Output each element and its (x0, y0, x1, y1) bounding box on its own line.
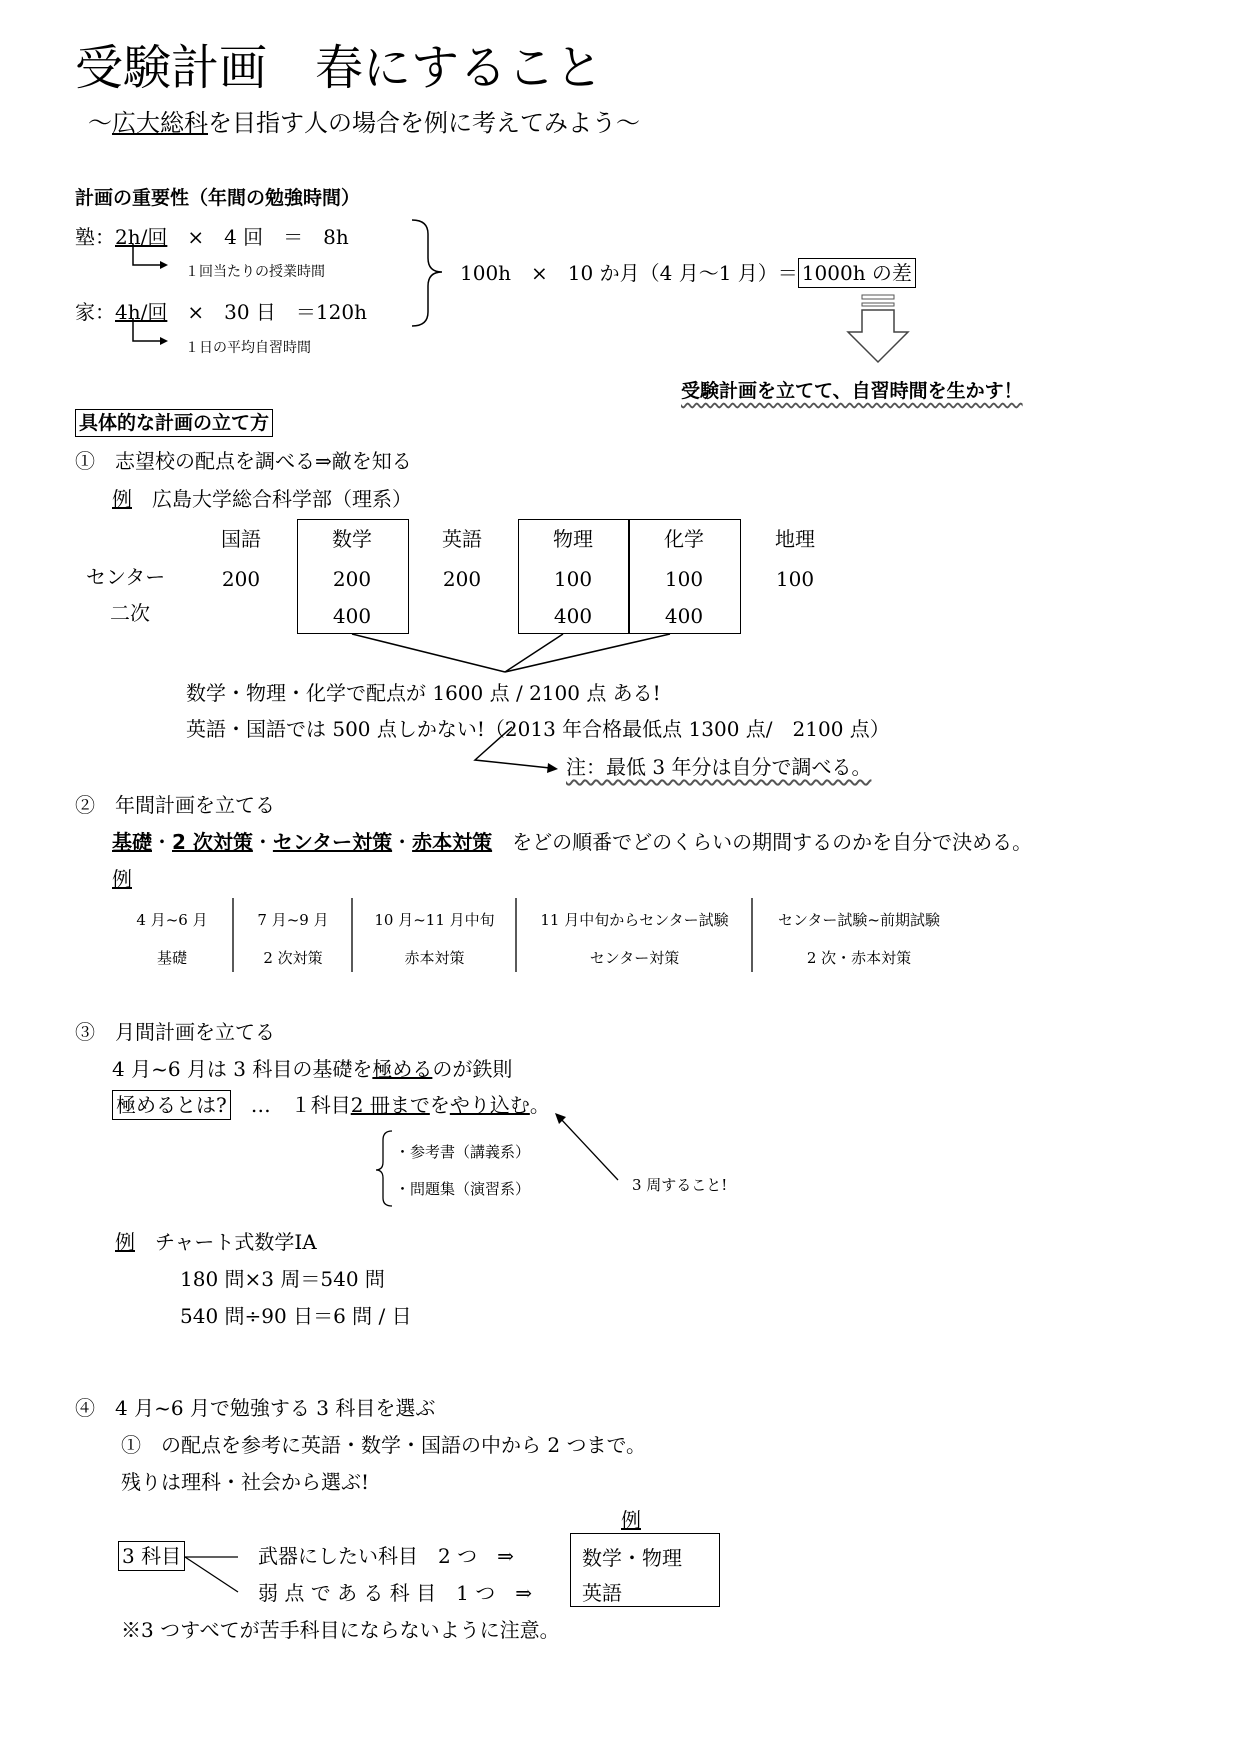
step4-line2: 残りは理科・社会から選ぶ! (121, 1470, 370, 1494)
answer-weak: 英語 (582, 1581, 622, 1605)
center-score: 100 (775, 567, 815, 591)
center-score: 200 (221, 567, 261, 591)
period: センター試験~前期試験 (778, 911, 940, 929)
subject-header: 英語 (442, 527, 482, 551)
calc-1: 180 問×3 周＝540 問 (180, 1267, 385, 1291)
step4-example-label: 例 (621, 1508, 641, 1532)
juku-line: 塾：2h/回 × 4 回 ＝ 8h (75, 225, 349, 249)
row-label-second: 二次 (110, 601, 150, 625)
total-calc: 100h × 10 か月（4 月～1 月）＝ 1000h の差 (460, 263, 916, 283)
subject-header: 国語 (221, 527, 261, 551)
note-1: 数学・物理・化学で配点が 1600 点 / 2100 点 ある! (186, 681, 661, 705)
page-title: 受験計画 春にすること (75, 40, 604, 96)
step2-example-label: 例 (112, 867, 132, 891)
note-2: 英語・国語では 500 点しかない!（2013 年合格最低点 1300 点/ 2100 点） (186, 717, 890, 741)
row-label-center: センター (86, 565, 166, 589)
home-note: １日の平均自習時間 (185, 340, 311, 356)
step3-heading: ③ 月間計画を立てる (75, 1020, 275, 1044)
subject-header: 物理 (553, 527, 593, 551)
home-line: 家：4h/回 × 30 日 ＝120h (75, 300, 367, 324)
note-3: 注：最低 3 年分は自分で調べる。 (566, 755, 872, 779)
subject-header: 地理 (775, 527, 815, 551)
down-arrow-icon (848, 295, 908, 362)
subject-header: 数学 (332, 527, 372, 551)
step1-heading: ① 志望校の配点を調べる⇒敵を知る (75, 449, 412, 473)
period-task: センター対策 (589, 949, 680, 967)
step3-line2: 極めるとは? … １科目2 冊までをやり込む。 (112, 1095, 550, 1115)
answer-weapon: 数学・物理 (582, 1546, 682, 1570)
importance-heading: 計画の重要性（年間の勉強時間） (75, 187, 361, 209)
book-problems: ・問題集（演習系） (395, 1180, 531, 1198)
period: 4 月~6 月 (136, 911, 208, 929)
subject-header: 化学 (664, 527, 704, 551)
second-score: 400 (664, 604, 704, 628)
concrete-heading: 具体的な計画の立て方 (75, 414, 273, 433)
period-task: 赤本対策 (404, 949, 465, 967)
book-reference: ・参考書（講義系） (395, 1143, 531, 1161)
period-task: 2 次対策 (263, 949, 323, 967)
center-score: 100 (664, 567, 704, 591)
period: 11 月中旬からセンター試験 (540, 911, 729, 929)
sum-brace (412, 220, 442, 326)
center-score: 100 (553, 567, 593, 591)
caution-note: ※3 つすべてが苦手科目にならないように注意。 (121, 1618, 560, 1642)
step1-example: 例 広島大学総合科学部（理系） (112, 487, 412, 511)
period-task: 2 次・赤本対策 (806, 949, 912, 967)
second-score: 400 (553, 604, 593, 628)
calc-2: 540 問÷90 日＝6 問 / 日 (180, 1304, 412, 1328)
step3-line1: 4 月~6 月は 3 科目の基礎を極めるのが鉄則 (112, 1057, 513, 1081)
step2-heading: ② 年間計画を立てる (75, 793, 275, 817)
second-score: 400 (332, 604, 372, 628)
weak-subject: 弱 点 で あ る 科 目 1 つ ⇒ (258, 1581, 532, 1605)
step2-description: 基礎・2 次対策・センター対策・赤本対策 をどの順番でどのくらいの期間するのかを自分で決める。 (112, 830, 1033, 854)
period-task: 基礎 (156, 949, 187, 967)
step4-line1: ① の配点を参考に英語・数学・国語の中から 2 つまで。 (121, 1433, 647, 1457)
three-subjects-box: 3 科目 (118, 1546, 185, 1566)
center-score: 200 (442, 567, 482, 591)
period: 7 月~9 月 (257, 911, 329, 929)
step3-example: 例 チャート式数学ⅠA (115, 1230, 317, 1254)
page-subtitle: ～広大総科を目指す人の場合を例に考えてみよう～ (88, 109, 640, 137)
center-score: 200 (332, 567, 372, 591)
laps-note: 3 周すること! (632, 1176, 728, 1194)
period: 10 月~11 月中旬 (374, 911, 495, 929)
weapon-subjects: 武器にしたい科目 2 つ ⇒ (258, 1544, 514, 1568)
diff-box: 1000h の差 (798, 258, 916, 288)
step4-heading: ④ 4 月~6 月で勉強する 3 科目を選ぶ (75, 1396, 436, 1420)
juku-note: １回当たりの授業時間 (185, 264, 325, 280)
conclusion-text: 受験計画を立てて、自習時間を生かす！ (681, 380, 1023, 402)
